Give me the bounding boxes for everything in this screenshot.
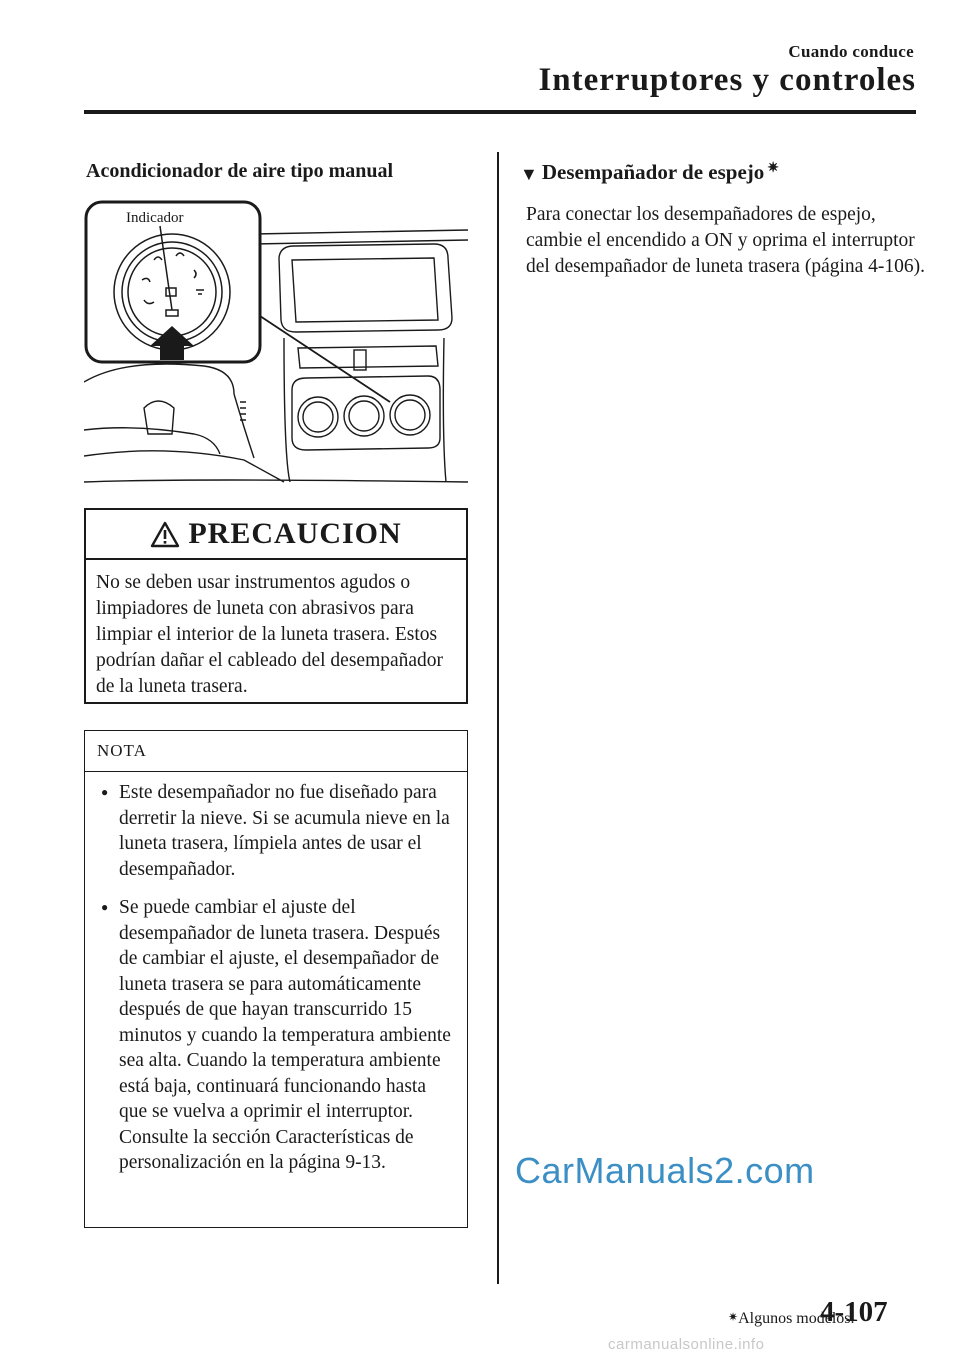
dashboard-illustration bbox=[84, 198, 468, 488]
right-heading-text: Desempañador de espejo bbox=[541, 160, 765, 184]
site-watermark: carmanualsonline.info bbox=[608, 1336, 765, 1353]
caution-text: No se deben usar instrumentos agudos o limpiadores de luneta con abrasivos para limpiar el interior de la luneta trasera. Estos podrían dañar el cableado del desempañador de la luneta trasera. bbox=[96, 572, 444, 697]
triangle-marker-icon: ▼ bbox=[520, 164, 538, 184]
dashboard-drawing bbox=[84, 198, 468, 488]
left-heading: Acondicionador de aire tipo manual bbox=[86, 160, 394, 182]
note-list bbox=[85, 772, 467, 1176]
list-item bbox=[99, 895, 459, 1176]
warning-triangle-icon bbox=[150, 521, 180, 548]
star-icon: ✷ bbox=[767, 161, 780, 176]
bullet-icon: ● bbox=[101, 785, 109, 799]
note-item-text: Se puede cambiar el ajuste del desempañador de luneta trasera. Después de cambiar el ajuste, el desempañador de luneta trasera se para automáticamente después de que hayan transcurrido 15 minutos y cuando la temperatura ambiente sea alta. Cuando la temperatura ambiente está baja, continuará funcionando hasta que se vuelva a oprimir el interruptor. Consulte la sección Características de personalización en la página 9-13. bbox=[119, 897, 451, 1173]
bullet-icon: ● bbox=[101, 900, 109, 914]
footer-note-text: Algunos modelos. bbox=[738, 1310, 855, 1327]
page-title: Interruptores y controles bbox=[538, 62, 916, 98]
page-number: 4-107 bbox=[820, 1296, 888, 1328]
list-item bbox=[99, 780, 459, 882]
header-rule bbox=[84, 110, 916, 114]
caution-header bbox=[86, 510, 466, 560]
callout-label: Indicador bbox=[126, 210, 184, 226]
caution-title: PRECAUCION bbox=[188, 517, 402, 550]
header-section: Cuando conduce bbox=[788, 42, 914, 61]
caution-box bbox=[84, 508, 468, 704]
brand-watermark: CarManuals2.com bbox=[515, 1150, 815, 1191]
right-heading bbox=[520, 160, 779, 188]
note-item-text: Este desempañador no fue diseñado para derretir la nieve. Si se acumula nieve en la luneta trasera, límpiela antes de usar el desempañador. bbox=[119, 782, 450, 880]
column-divider bbox=[497, 152, 499, 1284]
star-icon: ✷ bbox=[728, 1310, 739, 1324]
note-box bbox=[84, 730, 468, 1228]
note-title: NOTA bbox=[85, 731, 467, 772]
right-body: Para conectar los desempañadores de espejo, cambie el encendido a ON y oprima el interruptor del desempañador de luneta trasera (página 4-106). bbox=[526, 204, 926, 277]
